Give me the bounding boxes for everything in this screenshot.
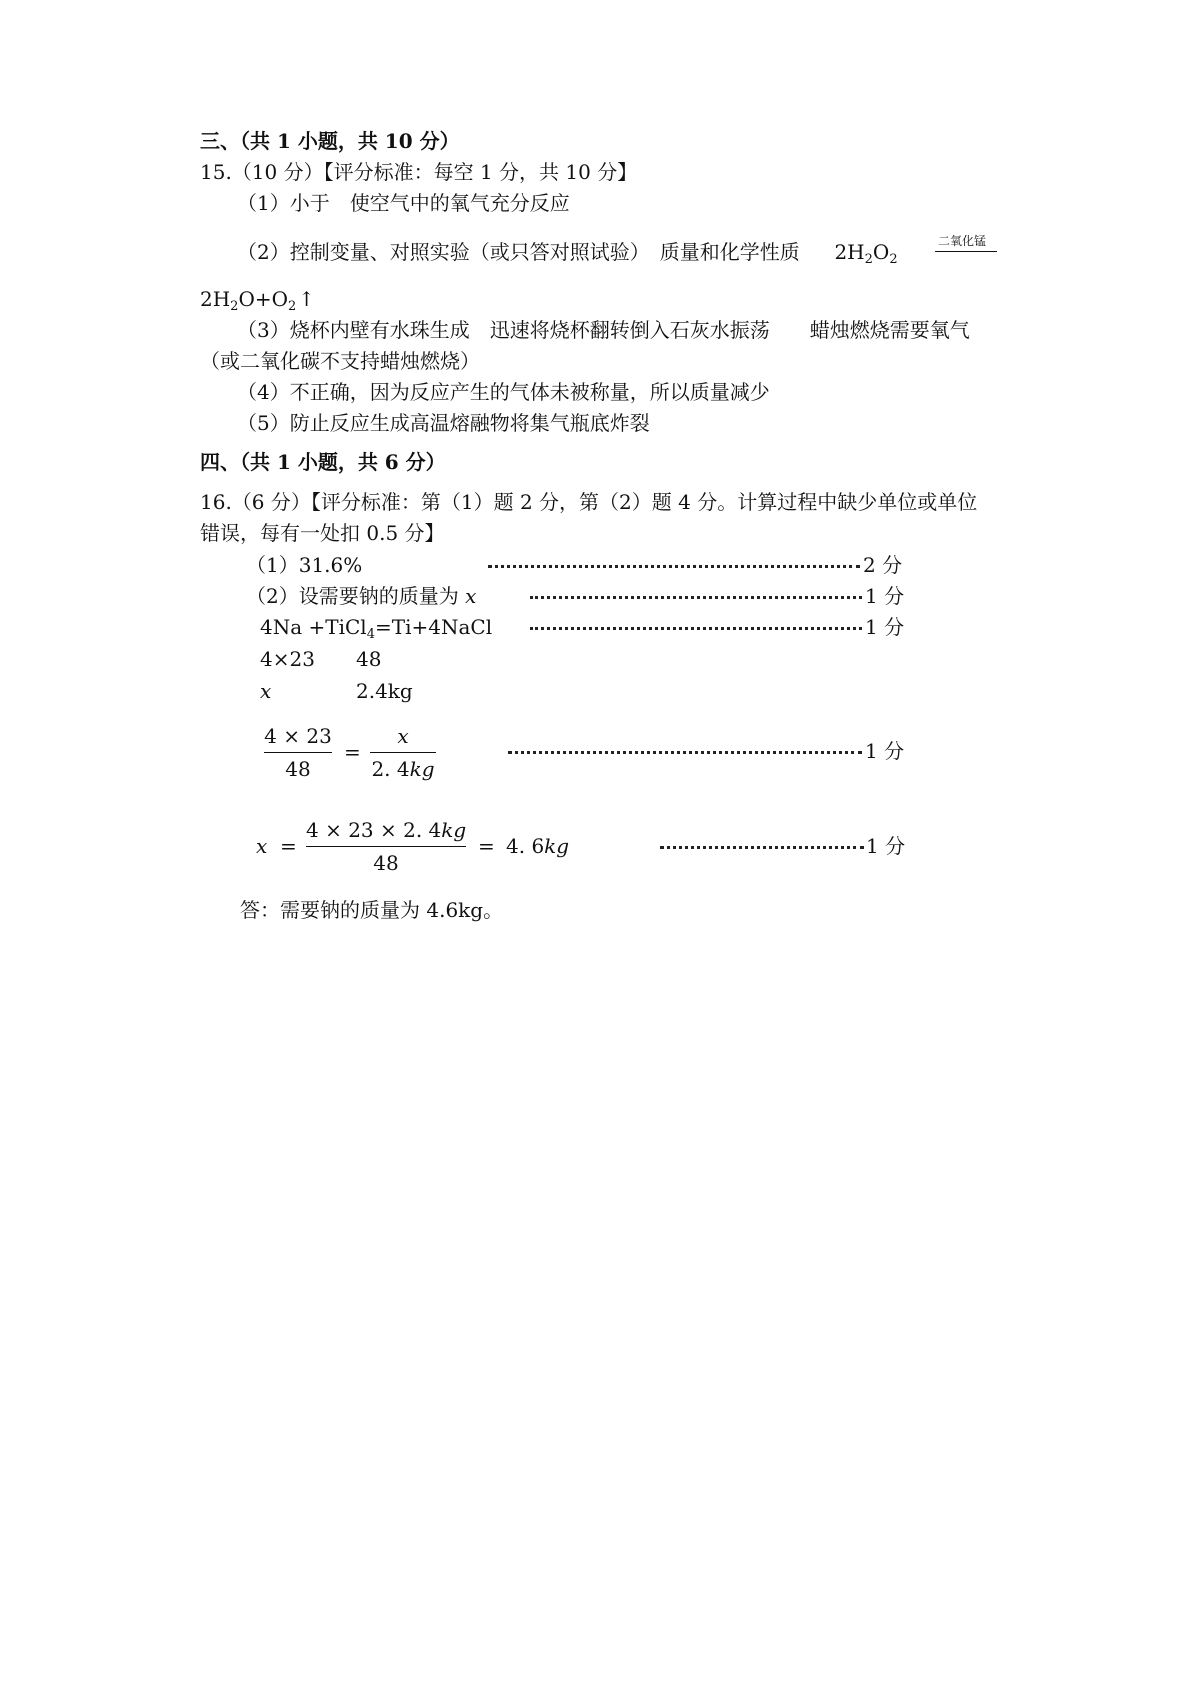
q15-title: 15.（10 分）【评分标准：每空 1 分，共 10 分】 xyxy=(200,160,638,184)
ratio-molar-right: 48 xyxy=(356,647,382,671)
fraction-right: x 2. 4kg xyxy=(371,724,435,781)
chemical-equation: 4Na +TiCl$_4$=Ti+4NaCl xyxy=(260,615,493,642)
q15-answer-3-line2: （或二氧化碳不支持蜡烛燃烧） xyxy=(200,349,480,373)
reaction-arrow-line xyxy=(935,251,997,252)
dot-leader xyxy=(660,846,864,849)
ratio-molar-left: 4×23 xyxy=(260,647,315,671)
calc-result: 4. 6kg xyxy=(506,834,570,858)
dot-leader xyxy=(508,751,862,754)
q16-title-line2: 错误，每有一处扣 0.5 分】 xyxy=(200,521,445,545)
section3-heading: 三、（共 1 小题，共 10 分） xyxy=(200,129,460,153)
equals-sign: = xyxy=(344,740,361,764)
step1-score: 2 分 xyxy=(863,553,903,577)
final-answer: 答：需要钠的质量为 4.6kg。 xyxy=(240,898,504,922)
dot-leader xyxy=(530,627,862,630)
q15-answer-1: （1）小于 使空气中的氧气充分反应 xyxy=(237,191,570,215)
gas-arrow-icon: ↑ xyxy=(298,287,316,311)
step1: （1）31.6% xyxy=(246,553,363,577)
calc-fraction: 4 × 23 × 2. 4kg 48 xyxy=(306,818,467,875)
step2: （2）设需要钠的质量为 x xyxy=(246,584,477,608)
calc-score: 1 分 xyxy=(866,834,906,858)
section4-heading: 四、（共 1 小题，共 6 分） xyxy=(200,450,446,474)
reaction-condition: 二氧化锰 xyxy=(938,234,987,248)
equals-sign: = xyxy=(478,834,495,858)
product-formula: $2H_2O+O_2$ ↑ xyxy=(200,287,316,314)
q15-answer-2-text: （2）控制变量、对照实验（或只答对照试验） 质量和化学性质 xyxy=(237,240,800,264)
equals-sign: = xyxy=(280,834,297,858)
equation-score: 1 分 xyxy=(865,615,905,639)
q15-answer-5: （5）防止反应生成高温熔融物将集气瓶底炸裂 xyxy=(237,411,650,435)
q15-answer-4: （4）不正确，因为反应产生的气体未被称量，所以质量减少 xyxy=(237,380,770,404)
dot-leader xyxy=(530,596,862,599)
q15-answer-3-line1: （3）烧杯内壁有水珠生成 迅速将烧杯翻转倒入石灰水振荡 蜡烛燃烧需要氧气 xyxy=(237,318,970,342)
q15-answer-2 xyxy=(237,240,898,267)
ratio-var: x xyxy=(260,679,272,703)
calc-var: x xyxy=(256,834,268,858)
step2-score: 1 分 xyxy=(865,584,905,608)
reactant-formula: $2H_2O_2$ xyxy=(834,240,898,267)
ratio-mass: 2.4kg xyxy=(356,679,413,703)
fraction-left: 4 × 23 48 xyxy=(264,724,332,781)
q16-title-line1: 16.（6 分）【评分标准：第（1）题 2 分，第（2）题 4 分。计算过程中缺少单位或单位 xyxy=(200,490,978,514)
fraction-score: 1 分 xyxy=(865,739,905,763)
dot-leader xyxy=(488,565,860,568)
